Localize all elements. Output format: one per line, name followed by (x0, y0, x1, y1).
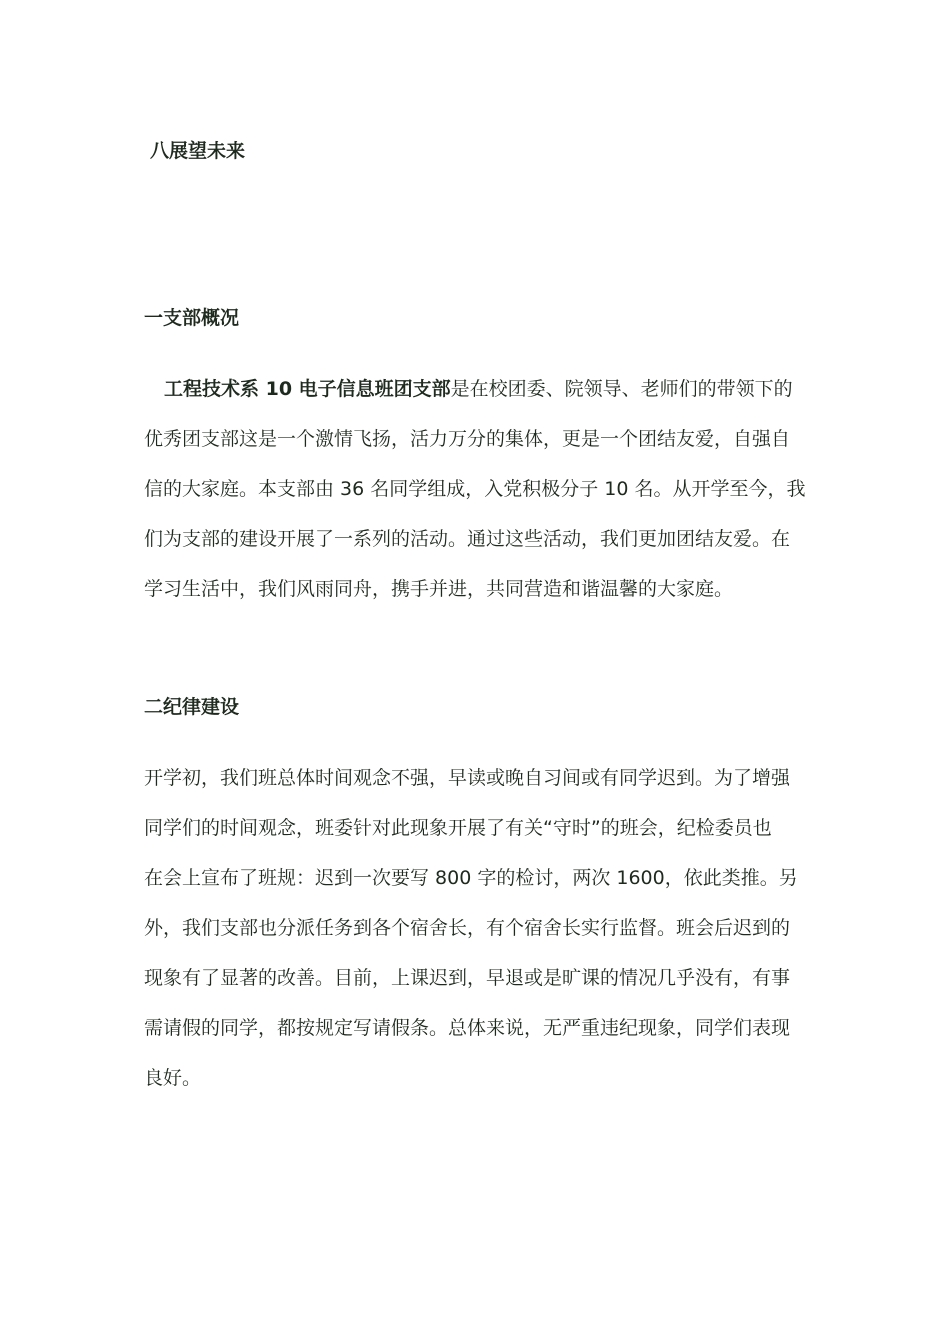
section2-line-3: 外，我们支部也分派任务到各个宿舍长，有个宿舍长实行监督。班会后迟到的 (144, 917, 791, 939)
section2-line-6: 良好。 (144, 1067, 202, 1089)
section2-line-0: 开学初，我们班总体时间观念不强，早读或晚自习间或有同学迟到。为了增强 (144, 767, 791, 789)
heading-outlook: 八展望未来 (150, 140, 246, 162)
branch-name: 工程技术系 10 电子信息班团支部 (164, 378, 451, 400)
section2-title: 二纪律建设 (144, 696, 240, 718)
section2-line-4: 现象有了显著的改善。目前，上课迟到，早退或是旷课的情况几乎没有，有事 (144, 967, 791, 989)
section1-line-1: 优秀团支部这是一个激情飞扬，活力万分的集体，更是一个团结友爱，自强自 (144, 428, 791, 450)
section2-paragraph (144, 753, 810, 1103)
section1-line-3: 们为支部的建设开展了一系列的活动。通过这些活动，我们更加团结友爱。在 (144, 528, 791, 550)
section1-lead-rest: 是在校团委、院领导、老师们的带领下的 (450, 378, 793, 400)
section1-paragraph (144, 364, 810, 614)
section1-line-2: 信的大家庭。本支部由 36 名同学组成，入党积极分子 10 名。从开学至今，我 (144, 478, 806, 500)
section1-title: 一支部概况 (144, 307, 240, 329)
section1-line-4: 学习生活中，我们风雨同舟，携手并进，共同营造和谐温馨的大家庭。 (144, 578, 734, 600)
section1-line-0 (144, 364, 810, 414)
section2-line-2: 在会上宣布了班规：迟到一次要写 800 字的检讨，两次 1600，依此类推。另 (144, 867, 798, 889)
section2-line-1: 同学们的时间观念，班委针对此现象开展了有关“守时”的班会，纪检委员也 (144, 817, 772, 839)
section2-line-5: 需请假的同学，都按规定写请假条。总体来说，无严重违纪现象，同学们表现 (144, 1017, 791, 1039)
